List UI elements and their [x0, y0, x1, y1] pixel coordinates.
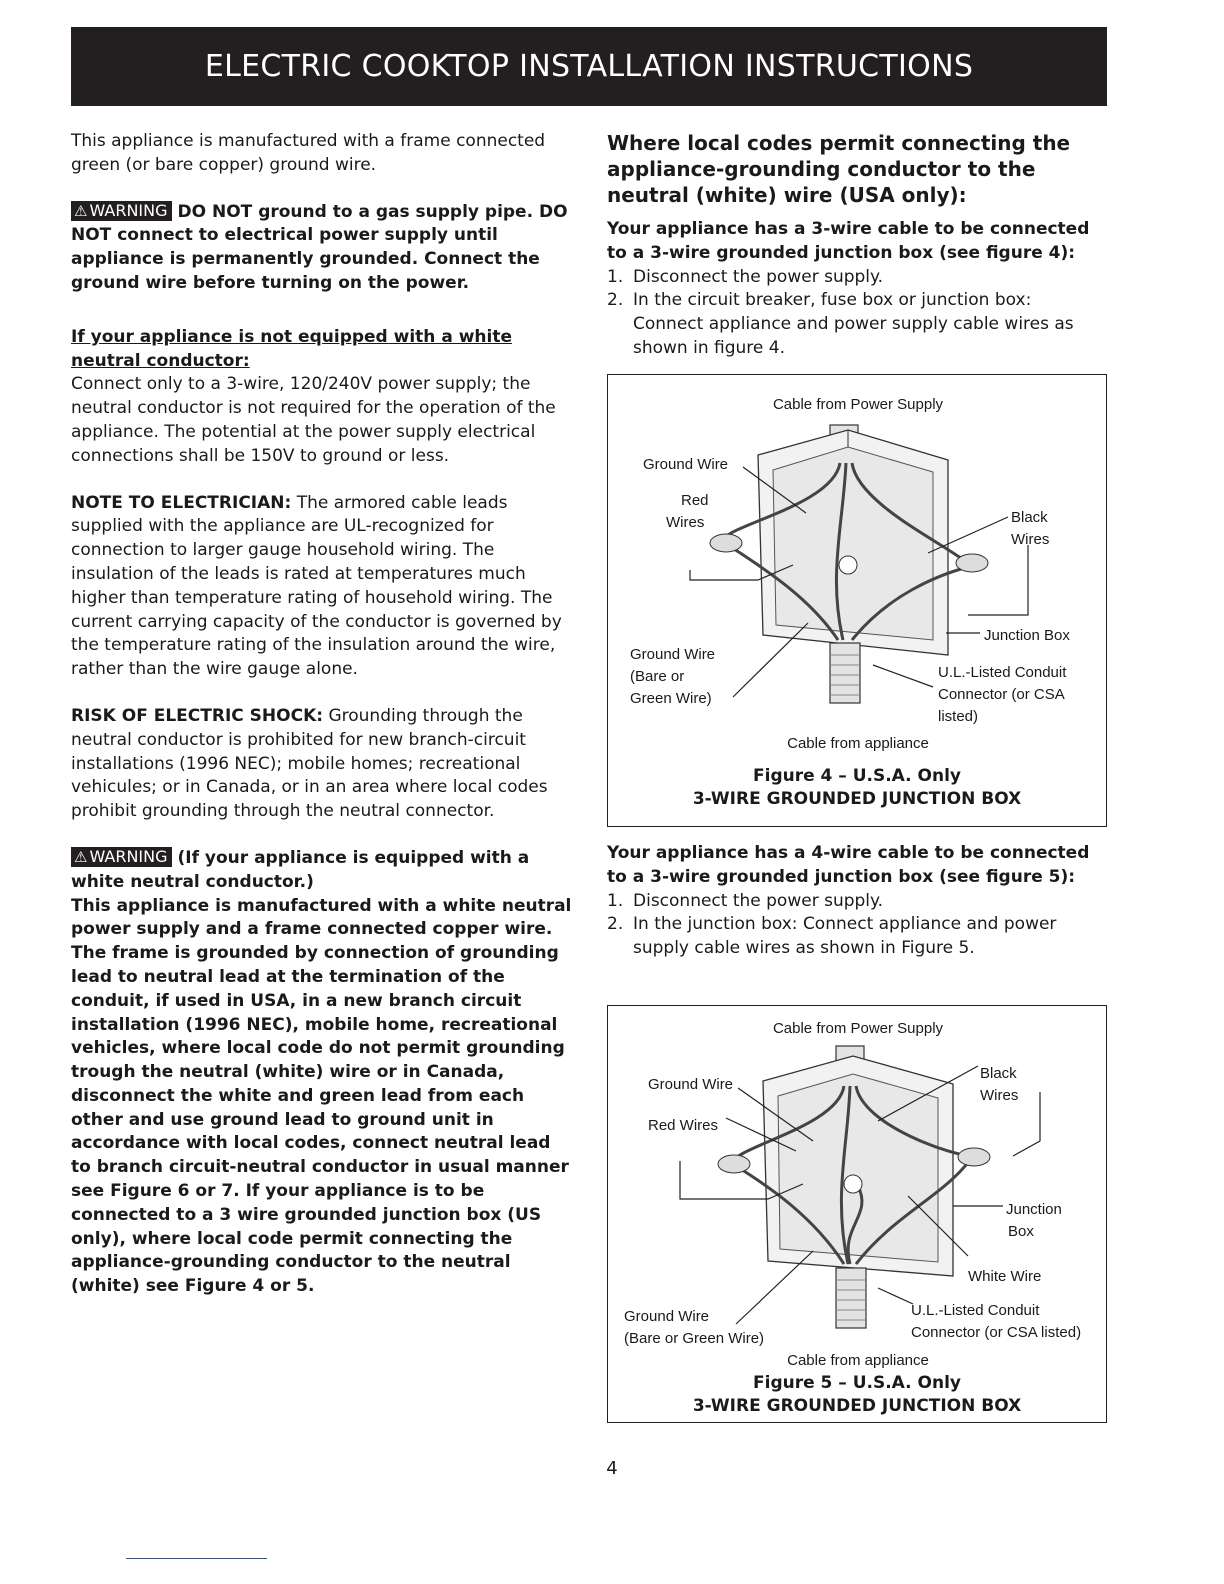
- fig4-red-label: Wires: [666, 514, 705, 531]
- list-item: [607, 890, 1107, 914]
- step-number: 2.: [607, 914, 624, 935]
- figure-4: [607, 374, 1107, 827]
- no-white-heading-text: If your appliance is not equipped with a white neutral conductor:: [71, 326, 513, 371]
- fig4-ground-wire-label: Ground Wire: [643, 456, 729, 473]
- fig5-cable-top-label: Cable from Power Supply: [772, 1020, 944, 1037]
- ground-screw: [839, 556, 857, 574]
- figure-5-caption-line: Figure 5 – U.S.A. Only: [753, 1373, 961, 1393]
- footer-rule: [126, 1558, 267, 1559]
- note-label: NOTE TO ELECTRICIAN:: [71, 492, 292, 513]
- step-number: 2.: [607, 290, 624, 311]
- step-text: Disconnect the power supply.: [633, 266, 884, 287]
- warning-block-1: [71, 201, 576, 296]
- fig4-black-label: Wires: [1011, 531, 1050, 548]
- step-text: Disconnect the power supply.: [633, 890, 884, 911]
- fig5-conduit-label: Connector (or CSA listed): [911, 1324, 1082, 1341]
- fig5-bare-ground-label: (Bare or Green Wire): [624, 1330, 765, 1347]
- fig4-cable-top-label: Cable from Power Supply: [772, 396, 944, 413]
- steps-list-1: [607, 266, 1107, 361]
- figure-4-caption-line: Figure 4 – U.S.A. Only: [753, 766, 961, 786]
- warning-body-2: This appliance is manufactured with a white neutral power supply and a frame connected copper wire. The frame is grounded by connection of grounding lead to neutral lead at the termination of the conduit, if used in USA, in a new branch circuit installation (1996 NEC), mobile home, recreational vehicles, where local code do not permit grounding trough the neutral (white) wire or in Canada, disconnect the white and green lead from each other and use ground lead to ground unit in accordance with local codes, connect neutral lead to branch circuit-neutral conductor in usual manner see Figure 6 or 7. If your appliance is to be connected to a 3 wire grounded junction box (US only), where local code permit connecting the appliance-grounding conductor to the neutral (white) see Figure 4 or 5.: [71, 895, 572, 1297]
- fig4-conduit-label: listed): [938, 708, 979, 725]
- fig5-bare-ground-label: Ground Wire: [624, 1308, 710, 1325]
- page-title: ELECTRIC COOKTOP INSTALLATION INSTRUCTIONS: [204, 49, 974, 84]
- warning-triangle-icon: ⚠: [74, 201, 88, 220]
- fig5-black-label: Wires: [980, 1087, 1019, 1104]
- step-text: In the junction box: Connect appliance and power supply cable wires as shown in Figure 5.: [633, 914, 1057, 959]
- no-white-heading: [71, 326, 576, 374]
- warning-block-2: [71, 847, 576, 895]
- figure-4-caption-line: 3-WIRE GROUNDED JUNCTION BOX: [692, 789, 1022, 809]
- step-number: 1.: [607, 266, 624, 287]
- fig5-conduit-label: U.L.-Listed Conduit: [911, 1302, 1040, 1319]
- fig4-cable-bottom-label: Cable from appliance: [787, 735, 929, 752]
- fig5-junction-label: Junction: [1006, 1201, 1062, 1218]
- fig4-bare-ground-label: (Bare or: [630, 668, 685, 685]
- figure-4-caption: [608, 765, 1106, 811]
- warning-triangle-icon: ⚠: [74, 847, 88, 866]
- left-column: [71, 130, 576, 1299]
- junction-box-inner: [778, 1074, 938, 1262]
- right-column-lower: [607, 842, 1107, 961]
- risk-body: Grounding through the neutral conductor is prohibited for new branch-circuit installations (1996 NEC); mobile homes; recreational vehicules; or in Canada, or in an area where local codes prohibit grounding through the neutral connector.: [71, 705, 548, 822]
- sub-heading-1: Your appliance has a 3-wire cable to be connected to a 3-wire grounded junction box (see figure 4):: [607, 219, 1090, 263]
- fig5-ground-wire-label: Ground Wire: [648, 1076, 734, 1093]
- fig4-junction-box-label: Junction Box: [984, 627, 1070, 644]
- fig4-bare-ground-label: Ground Wire: [630, 646, 716, 663]
- wire-nut: [956, 554, 988, 572]
- fig4-black-label: Black: [1011, 509, 1048, 526]
- junction-box-inner: [773, 447, 933, 640]
- fig4-bare-ground-label: Green Wire): [630, 690, 712, 707]
- wire-nut: [718, 1155, 750, 1173]
- figure-5-caption-line: 3-WIRE GROUNDED JUNCTION BOX: [692, 1396, 1022, 1416]
- fig4-conduit-label: U.L.-Listed Conduit: [938, 664, 1067, 681]
- fig5-junction-label: Box: [1008, 1223, 1034, 1240]
- right-heading: Where local codes permit connecting the appliance-grounding conductor to the neutral (white) wire (USA only):: [607, 131, 1071, 207]
- figure-4-diagram: [608, 375, 1106, 765]
- warning-label: WARNING: [89, 200, 168, 220]
- list-item: [607, 913, 1107, 961]
- list-item: [607, 266, 1107, 290]
- figure-5: [607, 1005, 1107, 1423]
- steps-list-2: [607, 890, 1107, 961]
- fig4-conduit-label: Connector (or CSA: [938, 686, 1065, 703]
- fig4-red-label: Red: [681, 492, 709, 509]
- fig5-white-wire-label: White Wire: [968, 1268, 1042, 1285]
- fig5-red-wires-label: Red Wires: [648, 1117, 719, 1134]
- appliance-conduit: [836, 1268, 866, 1328]
- risk-label: RISK OF ELECTRIC SHOCK:: [71, 705, 324, 726]
- list-item: [607, 289, 1107, 360]
- fig5-black-label: Black: [980, 1065, 1017, 1082]
- warning-lead-2: (If your appliance is equipped with a white neutral conductor.): [71, 847, 530, 892]
- sub-heading-2: Your appliance has a 4-wire cable to be connected to a 3-wire grounded junction box (see figure 5):: [607, 843, 1090, 887]
- step-text: In the circuit breaker, fuse box or junction box: Connect appliance and power supply cable wires as shown in figure 4.: [633, 290, 1074, 358]
- wire-nut: [958, 1148, 990, 1166]
- page-header: [71, 27, 1107, 106]
- right-column: [607, 130, 1107, 361]
- risk-paragraph: [71, 705, 576, 824]
- warning-text-1: DO NOT ground to a gas supply pipe. DO NOT connect to electrical power supply until appliance is permanently grounded. Connect the ground wire before turning on the power.: [71, 201, 568, 293]
- warning-badge: [71, 847, 172, 867]
- intro-paragraph: This appliance is manufactured with a frame connected green (or bare copper) ground wire.: [71, 131, 546, 175]
- note-paragraph: [71, 492, 576, 682]
- appliance-conduit: [830, 643, 860, 703]
- warning-label: WARNING: [89, 846, 168, 866]
- step-number: 1.: [607, 890, 624, 911]
- figure-5-diagram: [608, 1006, 1106, 1372]
- note-body: The armored cable leads supplied with the appliance are UL-recognized for connection to larger gauge household wiring. The insulation of the leads is rated at temperatures much higher than temperature rating of household wiring. The current carrying capacity of the conductor is governed by the temperature rating of the insulation around the wire, rather than the wire gauge alone.: [71, 492, 562, 680]
- fig5-cable-bottom-label: Cable from appliance: [787, 1352, 929, 1369]
- wire-nut: [710, 534, 742, 552]
- no-white-body: Connect only to a 3-wire, 120/240V power supply; the neutral conductor is not required for the operation of the appliance. The potential at the power supply electrical connections shall be 150V to ground or less.: [71, 374, 556, 466]
- figure-5-caption: [608, 1372, 1106, 1418]
- ground-screw: [844, 1175, 862, 1193]
- page-number: 4: [606, 1458, 618, 1479]
- warning-badge: [71, 201, 172, 221]
